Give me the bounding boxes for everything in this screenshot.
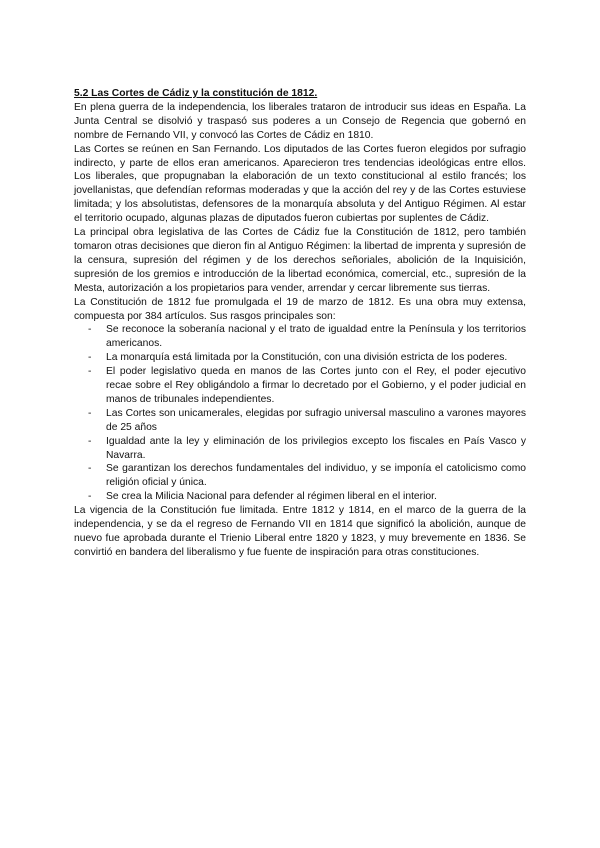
document-body xyxy=(74,87,526,560)
bullet-dash: - xyxy=(88,352,92,364)
list-item-text: La monarquía está limitada por la Constitución, con una división estricta de los poderes. xyxy=(106,352,508,364)
list-item xyxy=(74,462,526,490)
paragraph-legislative-work: La principal obra legislativa de las Cortes de Cádiz fue la Constitución de 1812, pero también tomaron otras decisiones que dieron fin al Antiguo Régimen: la libertad de imprenta y supresión de la censura, supresión del régimen y de los derechos señoriales, abolición de la Inquisición, supresión de los gremios e introducción de la libertad económica, comercial, etc., supresión de la Mesta, autorización a los propietarios para vender, arrendar y cercar libremente sus tierras. xyxy=(74,227,526,294)
list-item-text: El poder legislativo queda en manos de las Cortes junto con el Rey, el poder ejecutivo recae sobre el Rey obligándolo a firmar lo decretado por el Gobierno, y el poder judicial en manos de tribunales independientes. xyxy=(106,366,526,405)
bullet-dash: - xyxy=(88,463,92,475)
bullet-dash: - xyxy=(88,324,92,336)
list-item xyxy=(74,435,526,463)
list-item-text: Se garantizan los derechos fundamentales del individuo, y se imponía el catolicismo como religión oficial y única. xyxy=(106,463,526,489)
bullet-dash: - xyxy=(88,491,92,503)
list-item-text: Las Cortes son unicamerales, elegidas por sufragio universal masculino a varones mayores de 25 años xyxy=(106,407,526,433)
list-item xyxy=(74,490,526,504)
section-heading: 5.2 Las Cortes de Cádiz y la constitución de 1812. xyxy=(74,88,318,99)
paragraph-cortes-san-fernando: Las Cortes se reúnen en San Fernando. Los diputados de las Cortes fueron elegidos por sufragio indirecto, y parte de ellos eran americanos. Aparecieron tres tendencias ideológicas entre ellos. Los liberales, que propugnaban la elaboración de un texto constitucional al estilo francés; los jovellanistas, que defendían reformas moderadas y que la acción del rey y de las Cortes estuviese limitada; y los absolutistas, defensores de la monarquía absoluta y del Antiguo Régimen. Al estar el territorio ocupado, algunas plazas de diputados fueron cubiertas por suplentes de Cádiz. xyxy=(74,143,526,225)
list-item xyxy=(74,407,526,435)
bullet-dash: - xyxy=(88,366,92,378)
list-item xyxy=(74,323,526,351)
paragraph-constitution-1812: La Constitución de 1812 fue promulgada el 19 de marzo de 1812. Es una obra muy extensa, compuesta por 384 artículos. Sus rasgos principales son: xyxy=(74,296,526,322)
list-item-text: Igualdad ante la ley y eliminación de los privilegios excepto los fiscales en País Vasco y Navarra. xyxy=(106,435,526,461)
list-item-text: Se reconoce la soberanía nacional y el trato de igualdad entre la Península y los territorios americanos. xyxy=(106,324,526,350)
bullet-dash: - xyxy=(88,407,92,419)
list-item xyxy=(74,365,526,407)
list-item xyxy=(74,351,526,365)
bullet-dash: - xyxy=(88,435,92,447)
constitution-features-list xyxy=(74,323,526,504)
list-item-text: Se crea la Milicia Nacional para defender al régimen liberal en el interior. xyxy=(106,491,437,503)
paragraph-intro: En plena guerra de la independencia, los liberales trataron de introducir sus ideas en España. La Junta Central se disolvió y traspasó sus poderes a un Consejo de Regencia que gobernó en nombre de Fernando VII, y convocó las Cortes de Cádiz en 1810. xyxy=(74,101,526,141)
paragraph-closing: La vigencia de la Constitución fue limitada. Entre 1812 y 1814, en el marco de la guerra de la independencia, y se da el regreso de Fernando VII en 1814 que significó la abolición, aunque de nuevo fue aprobada durante el Trienio Liberal entre 1820 y 1823, y muy brevemente en 1836. Se convirtió en bandera del liberalismo y fue fuente de inspiración para otras constituciones. xyxy=(74,505,526,558)
